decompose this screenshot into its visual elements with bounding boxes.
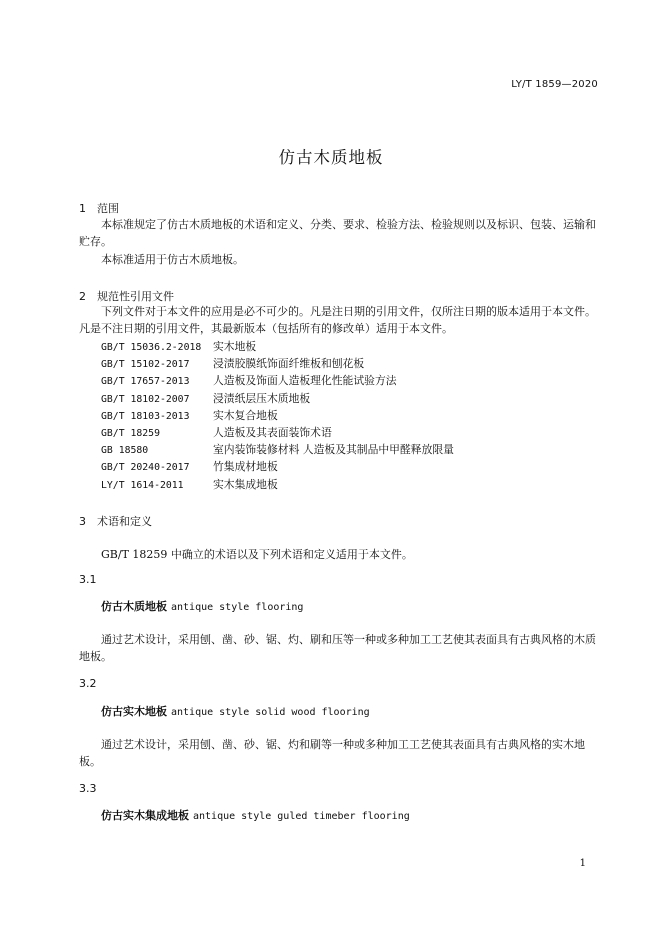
section-2-heading (79, 288, 174, 304)
reference-title: 浸渍纸层压木质地板 (213, 391, 311, 405)
section-1-paragraph-1: 本标准规定了仿古木质地板的术语和定义、分类、要求、检验方法、检验规则以及标识、包装、运输和贮存。 (79, 218, 596, 248)
term-heading (101, 703, 370, 719)
section-2-paragraph-1: 下列文件对于本文件的应用是必不可少的。凡是注日期的引用文件，仅所注日期的版本适用于本文件。凡是不注日期的引用文件，其最新版本（包括所有的修改单）适用于本文件。 (79, 305, 596, 335)
term-english: antique style flooring (171, 602, 304, 613)
reference-code: GB 18580 (101, 445, 149, 457)
reference-item (101, 424, 454, 441)
term-chinese: 仿古实木集成地板 (101, 809, 189, 822)
reference-title: 实木集成地板 (213, 477, 278, 491)
reference-item (101, 390, 454, 407)
section-title: 范围 (97, 202, 119, 215)
section-3-intro: GB/T 18259 中确立的术语以及下列术语和定义适用于本文件。 (101, 548, 413, 561)
term-definition: 通过艺术设计，采用刨、凿、砂、锯、灼、刷和压等一种或多种加工工艺使其表面具有古典风格的木质地板。 (79, 633, 596, 663)
section-number: 1 (79, 202, 86, 215)
term-chinese: 仿古实木地板 (101, 705, 167, 718)
reference-item (101, 441, 454, 458)
term-heading (101, 807, 410, 823)
reference-code: GB/T 18103-2013 (101, 410, 190, 422)
reference-code: GB/T 18102-2007 (101, 393, 190, 405)
term-definition: 通过艺术设计，采用刨、凿、砂、锯、灼和刷等一种或多种加工工艺使其表面具有古典风格的实木地板。 (79, 738, 585, 768)
term-heading (101, 598, 303, 614)
term-chinese: 仿古木质地板 (101, 600, 167, 613)
reference-title: 室内装饰装修材料 人造板及其制品中甲醛释放限量 (213, 443, 454, 457)
reference-code: GB/T 20240-2017 (101, 462, 190, 474)
reference-code: GB/T 17657-2013 (101, 376, 190, 388)
reference-item (101, 355, 454, 372)
section-3-heading (79, 513, 152, 529)
term-number: 3.3 (79, 782, 97, 795)
reference-item (101, 476, 454, 493)
reference-code: GB/T 15102-2017 (101, 359, 190, 371)
reference-item (101, 407, 454, 424)
reference-title: 人造板及饰面人造板理化性能试验方法 (213, 374, 397, 388)
section-1-heading (79, 200, 119, 216)
reference-title: 人造板及其表面装饰术语 (213, 425, 332, 439)
reference-code: GB/T 18259 (101, 427, 160, 439)
document-title: 仿古木质地板 (278, 148, 384, 167)
reference-title: 实木地板 (213, 340, 257, 353)
page-number: 1 (579, 858, 586, 869)
section-1-paragraph-2: 本标准适用于仿古木质地板。 (101, 253, 244, 266)
normative-reference-list (101, 338, 454, 493)
term-number: 3.1 (79, 573, 97, 586)
reference-item (101, 458, 454, 475)
standard-code: LY/T 1859—2020 (511, 79, 598, 90)
section-number: 2 (79, 290, 86, 303)
reference-code: GB/T 15036.2-2018 (101, 342, 202, 353)
term-english: antique style solid wood flooring (171, 707, 370, 718)
term-number: 3.2 (79, 677, 97, 690)
section-title: 术语和定义 (97, 515, 152, 528)
reference-item (101, 338, 454, 355)
section-number: 3 (79, 515, 86, 528)
section-title: 规范性引用文件 (97, 290, 174, 303)
reference-code: LY/T 1614-2011 (101, 479, 184, 491)
reference-title: 实木复合地板 (213, 408, 278, 422)
reference-item (101, 372, 454, 389)
term-english: antique style guled timeber flooring (193, 811, 410, 822)
reference-title: 浸渍胶膜纸饰面纤维板和刨花板 (213, 357, 365, 371)
reference-title: 竹集成材地板 (213, 460, 278, 474)
